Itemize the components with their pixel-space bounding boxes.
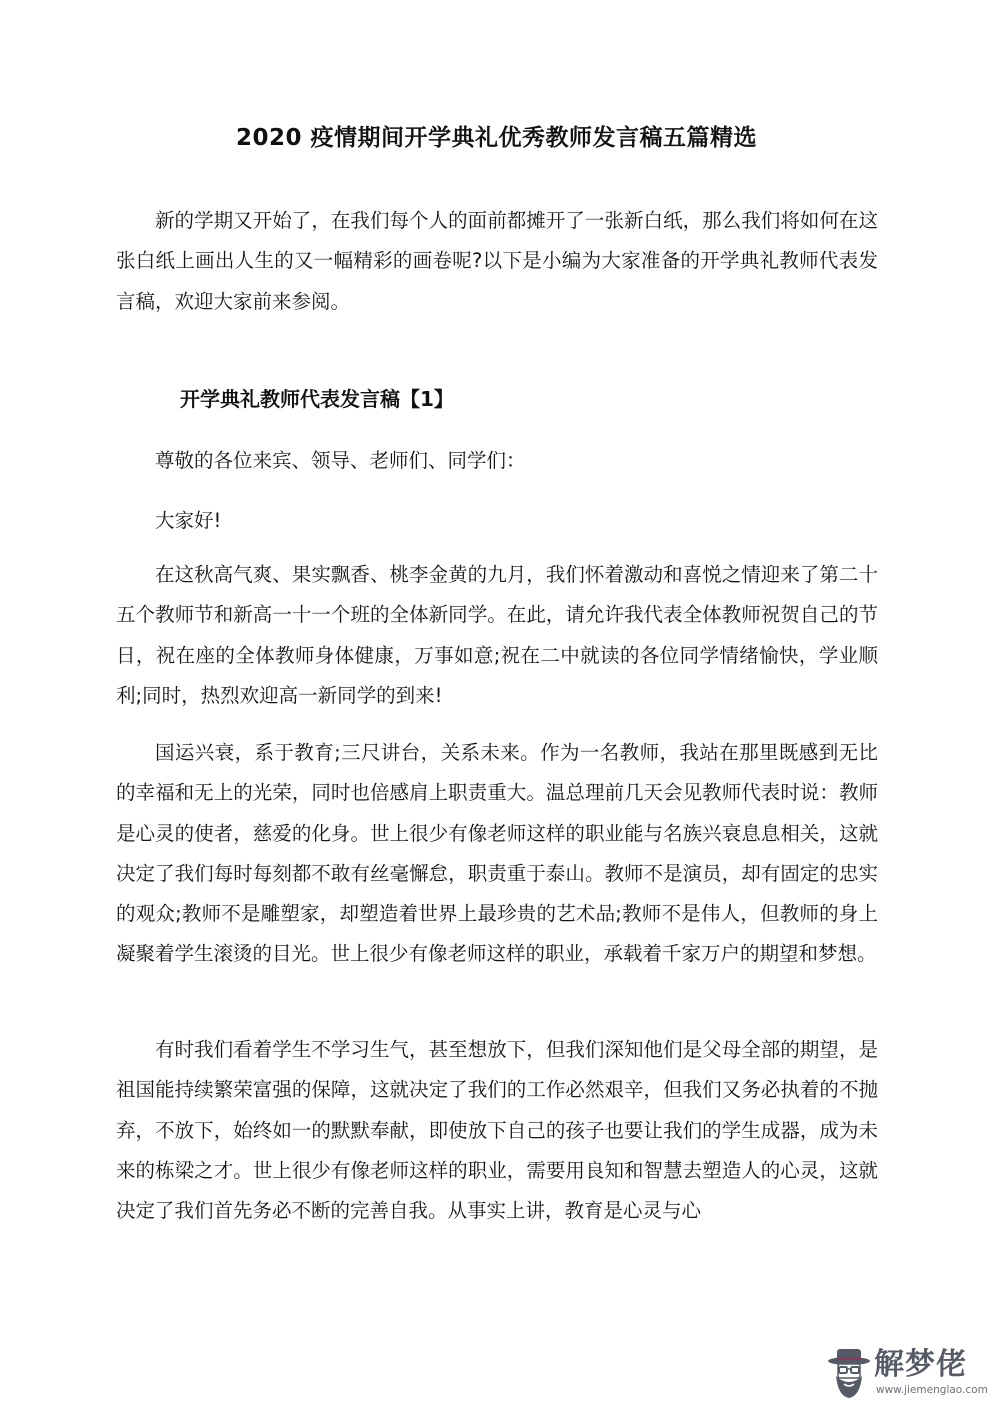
greeting-line: 尊敬的各位来宾、领导、老师们、同学们：	[155, 449, 526, 472]
body-paragraph-3: 有时我们看着学生不学习生气，甚至想放下，但我们深知他们是父母全部的期望，是祖国能持续繁荣富强的保障，这就决定了我们的工作必然艰辛，但我们又务必执着的不抛弃，不放下，始终如一的默默奉献，即使放下自己的孩子也要让我们的学生成器，成为未来的栋梁之才。世上很少有像老师这样的职业，需要用良知和智慧去塑造人的心灵，这就决定了我们首先务必不断的完善自我。从事实上讲，教育是心灵与心	[116, 1038, 878, 1223]
hello-line: 大家好!	[155, 509, 222, 532]
document-title: 2020 疫情期间开学典礼优秀教师发言稿五篇精选	[235, 125, 758, 151]
site-watermark	[826, 1346, 986, 1402]
intro-paragraph: 新的学期又开始了，在我们每个人的面前都摊开了一张新白纸，那么我们将如何在这张白纸上画出人生的又一幅精彩的画卷呢?以下是小编为大家准备的开学典礼教师代表发言稿，欢迎大家前来参阅。	[116, 209, 878, 313]
watermark-url: www.jiemenglao.com	[876, 1384, 988, 1396]
bearded-face-with-hat-icon	[826, 1346, 872, 1400]
body-paragraph-1: 在这秋高气爽、果实飘香、桃李金黄的九月，我们怀着激动和喜悦之情迎来了第二十五个教师节和新高一十一个班的全体新同学。在此，请允许我代表全体教师祝贺自己的节日，祝在座的全体教师身体健康，万事如意;祝在二中就读的各位同学情绪愉快，学业顺利;同时，热烈欢迎高一新同学的到来!	[116, 563, 878, 707]
watermark-name: 解梦佬	[874, 1347, 967, 1382]
body-paragraph-2: 国运兴衰，系于教育;三尺讲台，关系未来。作为一名教师，我站在那里既感到无比的幸福和无上的光荣，同时也倍感肩上职责重大。温总理前几天会见教师代表时说：教师是心灵的使者，慈爱的化身。世上很少有像老师这样的职业能与名族兴衰息息相关，这就决定了我们每时每刻都不敢有丝毫懈怠，职责重于泰山。教师不是演员，却有固定的忠实的观众;教师不是雕塑家，却塑造着世界上最珍贵的艺术品;教师不是伟人，但教师的身上凝聚着学生滚烫的目光。世上很少有像老师这样的职业，承载着千家万户的期望和梦想。	[116, 741, 878, 966]
section-heading: 开学典礼教师代表发言稿【1】	[180, 387, 454, 411]
